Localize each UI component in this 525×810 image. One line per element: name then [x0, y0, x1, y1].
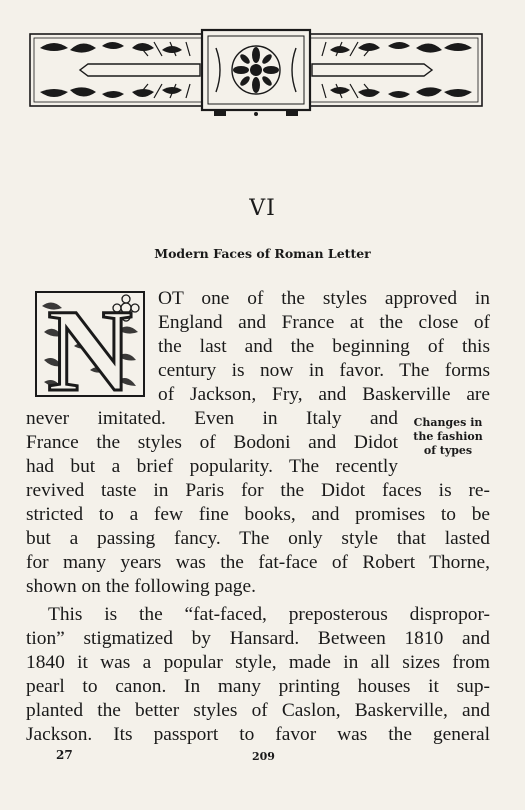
text-line: revived taste in Paris for the Didot faces is re- — [26, 480, 490, 501]
text-line: stricted to a few fine books, and promises to be — [26, 504, 490, 525]
text-line: for many years was the fat-face of Robert Thorne, — [26, 552, 490, 573]
text-line: pearl to canon. In many printing houses it sup- — [26, 676, 490, 697]
text-line: had but a brief popularity. The recently — [26, 456, 398, 477]
margin-note — [409, 416, 487, 458]
text-line: shown on the following page. — [26, 576, 256, 597]
margin-note-line: of types — [423, 444, 473, 457]
chapter-number: VI — [249, 196, 276, 221]
chapter-title: Modern Faces of Roman Letter — [154, 246, 371, 261]
text-line: OT one of the styles approved in — [158, 288, 490, 309]
text-line: This is the “fat-faced, preposterous dispropor- — [48, 604, 490, 625]
text-line: never imitated. Even in Italy and — [26, 408, 398, 429]
text-line: planted the better styles of Caslon, Baskerville, and — [26, 700, 490, 721]
drop-cap-initial — [30, 286, 150, 402]
page-number: 209 — [252, 750, 275, 763]
text-line: England and France at the close of — [158, 312, 490, 333]
text-line: Jackson. Its passport to favor was the general — [26, 724, 490, 745]
text-line: France the styles of Bodoni and Didot — [26, 432, 398, 453]
text-line: the last and the beginning of this — [158, 336, 490, 357]
text-line: tion” stigmatized by Hansard. Between 1810 and — [26, 628, 490, 649]
text-line: of Jackson, Fry, and Baskerville are — [158, 384, 490, 405]
drop-cap-letter: N — [47, 286, 133, 402]
text-line: 1840 it was a popular style, made in all sizes from — [26, 652, 490, 673]
signature-mark: 27 — [56, 748, 73, 762]
ornamental-headpiece — [28, 28, 484, 118]
text-line: century is now in favor. The forms — [158, 360, 490, 381]
margin-note-line: the fashion — [413, 430, 483, 443]
text-line: but a passing fancy. The only style that lasted — [26, 528, 490, 549]
margin-note-line: Changes in — [413, 416, 483, 429]
